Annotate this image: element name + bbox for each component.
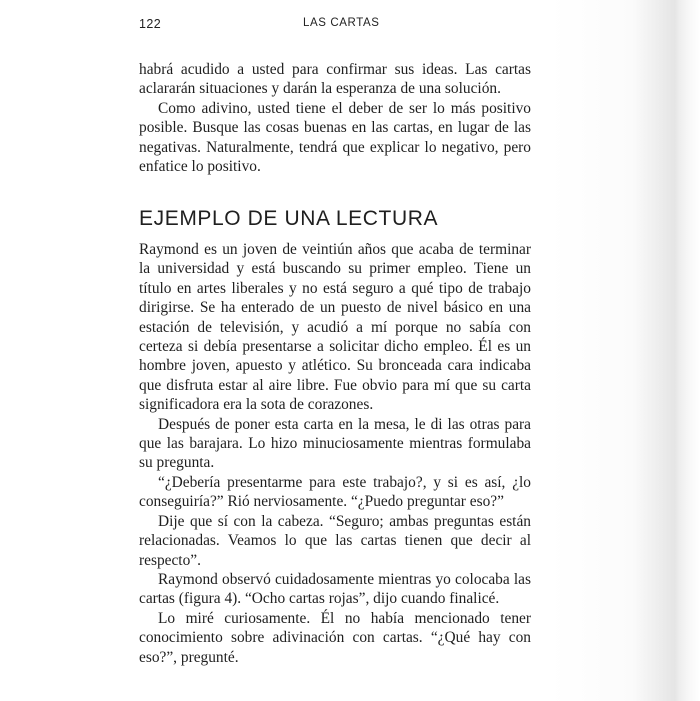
running-head: LAS CARTAS xyxy=(303,17,380,29)
page-binding-shadow xyxy=(550,0,700,701)
paragraph: Lo miré curiosamente. Él no había mencionado tener conocimiento sobre adivinación con cartas. “¿Qué hay con eso?”, pregunté. xyxy=(139,609,531,666)
body-text-top xyxy=(139,60,531,176)
paragraph: “¿Debería presentarme para este trabajo?, y si es así, ¿lo conseguiría?” Rió nerviosamente. “¿Puedo preguntar eso?” xyxy=(139,473,531,511)
page-header xyxy=(139,17,529,35)
paragraph: Raymond observó cuidadosamente mientras yo colocaba las cartas (figura 4). “Ocho cartas rojas”, dijo cuando finalicé. xyxy=(139,570,531,608)
section-body xyxy=(139,240,531,667)
paragraph: habrá acudido a usted para confirmar sus ideas. Las cartas aclararán situaciones y darán la esperanza de una solución. xyxy=(139,61,531,98)
section-heading: EJEMPLO DE UNA LECTURA xyxy=(139,207,439,230)
paragraph: Después de poner esta carta en la mesa, le di las otras para que las barajara. Lo hizo minuciosamente mientras formulaba su pregunta. xyxy=(139,415,531,472)
paragraph: Como adivino, usted tiene el deber de ser lo más positivo posible. Busque las cosas buenas en las cartas, en lugar de las negativas. Naturalmente, tendrá que explicar lo negativo, pero enfatice lo positivo. xyxy=(139,99,531,176)
page-number: 122 xyxy=(139,17,162,31)
paragraph: Dije que sí con la cabeza. “Seguro; ambas preguntas están relacionadas. Veamos lo que las cartas tienen que decir al respecto”. xyxy=(139,512,531,569)
paragraph: Raymond es un joven de veintiún años que acaba de terminar la universidad y está buscando su primer empleo. Tiene un título en artes liberales y no está seguro a qué tipo de trabajo dirigirse. Se ha enterado de un puesto de nivel básico en una estación de televisión, y acudió a mí porque no sabía con certeza si debía presentarse a solicitar dicho empleo. Él es un hombre joven, apuesto y atlético. Su bronceada cara indicaba que disfruta estar al aire libre. Fue obvio para mí que su carta significadora era la sota de corazones. xyxy=(139,241,531,414)
